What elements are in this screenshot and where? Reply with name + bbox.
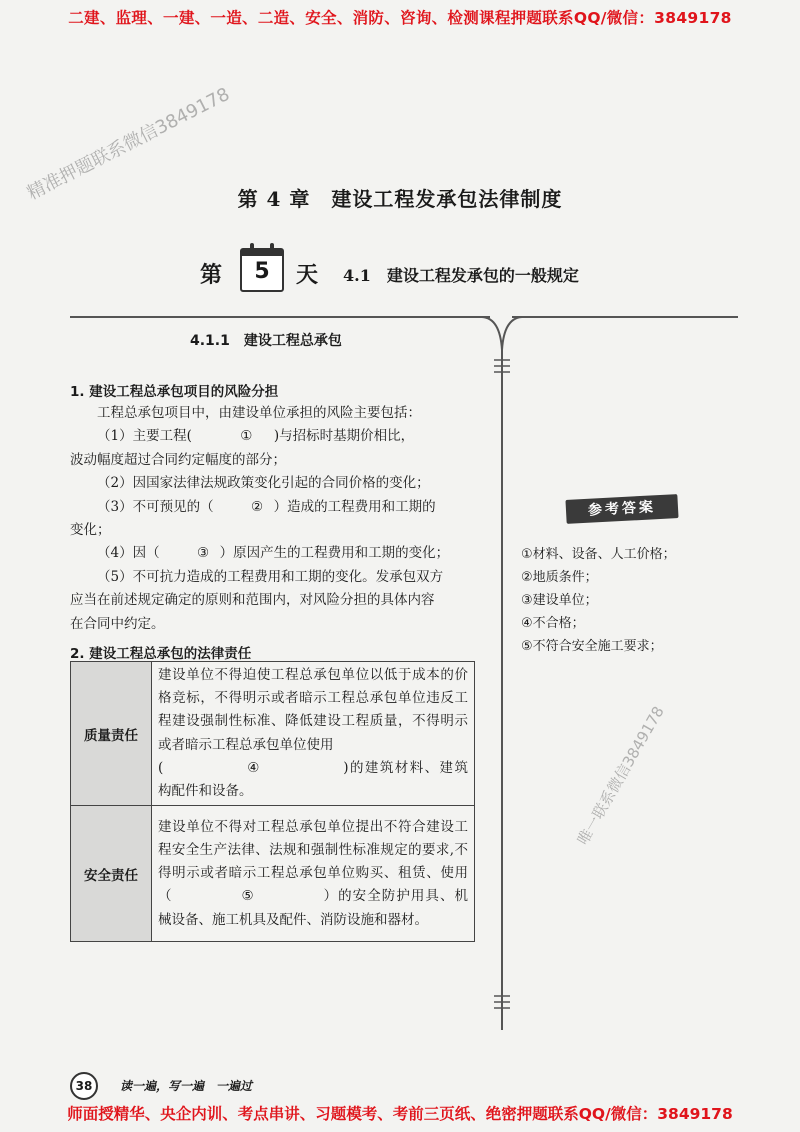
legal-responsibility-table	[70, 661, 475, 942]
quality-text-a: 建设单位不得迫使工程总承包单位以低于成本的价格竞标，不得明示或者暗示工程总承包单位违反工程建设强制性标准、降低建设工程质量，不得明示或者暗示工程总承包单位使用	[158, 667, 468, 753]
page-number: 38	[70, 1072, 98, 1100]
item-2: （2）因国家法律法规政策变化引起的合同价格的变化；	[97, 475, 430, 492]
item-5-cont: 应当在前述规定确定的原则和范围内，对风险分担的具体内容	[70, 592, 435, 609]
item-5-cont-2: 在合同中约定。	[70, 615, 165, 632]
row-text-quality	[152, 662, 475, 806]
center-spine-ornament	[480, 310, 524, 1070]
quality-paren: (	[158, 759, 164, 776]
top-promo-banner: 二建、监理、一建、一造、二造、安全、消防、咨询、检测课程押题联系QQ/微信：3849178	[68, 9, 732, 27]
table-row	[71, 806, 475, 942]
bottom-promo-banner: 师面授精华、央企内训、考点串讲、习题模考、考前三页纸、绝密押题联系QQ/微信：3849178	[67, 1105, 733, 1123]
table-row	[71, 662, 475, 806]
watermark-right: 唯一联系微信3849178	[573, 703, 668, 848]
day-header	[200, 248, 620, 298]
item-1-cont: 波动幅度超过合同约定幅度的部分；	[70, 451, 286, 468]
calendar-icon	[240, 248, 284, 292]
blank-3-marker: ③	[197, 545, 210, 562]
answer-item: ②地质条件；	[521, 570, 598, 585]
item-4-text: （4）因（	[97, 545, 160, 562]
safety-text-b: ）的安全防护用具、机械设备、施工机具及配件、消防设施和器材。	[158, 888, 469, 928]
item-3-text: （3）不可预见的（	[97, 498, 214, 515]
blank-1-marker: ①	[240, 428, 253, 445]
quality-text-b: )的建筑材料、建筑构配件和设备。	[158, 759, 468, 800]
part2-heading: 2. 建设工程总承包的法律责任	[70, 646, 252, 662]
divider-left	[70, 316, 490, 318]
divider-right	[512, 316, 738, 318]
item-4	[70, 542, 475, 565]
answer-item: ③建设单位；	[521, 593, 598, 608]
footer-slogan: 读一遍，写一遍 一遍过	[120, 1079, 253, 1093]
answer-item: ①材料、设备、人工价格；	[521, 547, 676, 562]
part1-heading: 1. 建设工程总承包项目的风险分担	[70, 384, 279, 400]
day-number: 5	[254, 259, 270, 284]
day-suffix: 天	[296, 262, 319, 288]
item-3-text-b: ）造成的工程费用和工期的	[273, 498, 436, 515]
item-1-text: （1）主要工程(	[97, 428, 192, 445]
reference-answers-badge: 参考答案	[565, 494, 678, 524]
blank-4-marker: ④	[247, 759, 260, 776]
item-4-text-b: ）原因产生的工程费用和工期的变化；	[219, 545, 450, 562]
item-1-text-b: )与招标时基期价相比，	[273, 428, 415, 445]
part1-body	[70, 402, 475, 636]
row-text-safety	[152, 806, 475, 942]
day-prefix: 第	[200, 262, 223, 288]
subsection-title: 4.1.1 建设工程总承包	[190, 333, 342, 349]
answer-item: ⑤不符合安全施工要求；	[521, 639, 663, 654]
blank-2-marker: ②	[251, 498, 264, 515]
blank-5-marker: ⑤	[241, 888, 254, 905]
item-3-cont: 变化；	[70, 522, 111, 539]
safety-text-a: 建设单位不得对工程总承包单位提出不符合建设工程安全生产法律、法规和强制性标准规定的要求,不得明示或者暗示工程总承包单位购买、租赁、使用（	[158, 818, 468, 905]
row-label-safety: 安全责任	[71, 806, 152, 942]
part1-intro: 工程总承包项目中，由建设单位承担的风险主要包括：	[97, 405, 421, 421]
watermark-left: 精准押题联系微信3849178	[23, 83, 234, 205]
section-title: 4.1 建设工程发承包的一般规定	[343, 266, 579, 285]
item-1	[70, 425, 475, 448]
answer-item: ④不合格；	[521, 616, 585, 631]
item-3	[70, 496, 475, 519]
chapter-title: 第 4 章 建设工程发承包法律制度	[237, 187, 563, 211]
row-label-quality: 质量责任	[71, 662, 152, 806]
item-5: （5）不可抗力造成的工程费用和工期的变化。发承包双方	[97, 568, 444, 585]
